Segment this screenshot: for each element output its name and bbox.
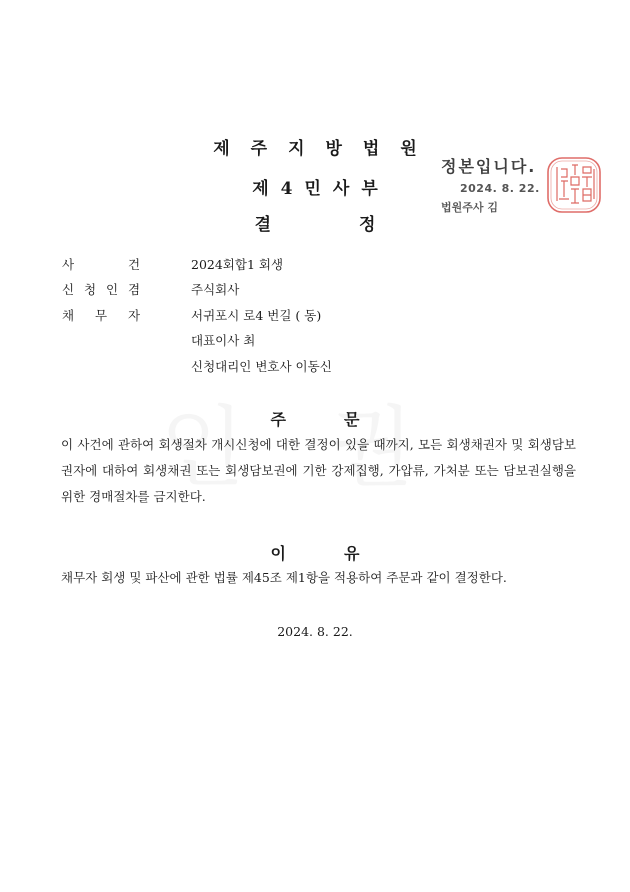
title-char-2: 정 (359, 215, 376, 235)
debtor-address: 서귀포시 로4 번길 ( 동) (191, 308, 322, 323)
order-heading-char-2: 문 (344, 410, 360, 429)
department-name: 제4민사부 (252, 179, 390, 199)
reason-text: 채무자 회생 및 파산에 관한 법률 제45조 제1항을 적용하여 주문과 같이 결정한다. (61, 570, 507, 585)
reason-heading (0, 541, 630, 564)
applicant-label-char-4: 겸 (128, 282, 141, 297)
court-seal-icon (545, 155, 603, 215)
reason-heading-char-2: 유 (344, 544, 360, 563)
debtor-label-char-1: 채 (62, 308, 75, 323)
document-title (0, 210, 630, 235)
court-clerk: 법원주사 김 (441, 201, 498, 214)
decision-date: 2024. 8. 22. (277, 624, 353, 639)
certified-copy-text: 정본입니다. (441, 157, 537, 176)
case-label-char-2: 건 (128, 257, 141, 272)
applicant-label-char-2: 청 (84, 282, 97, 297)
order-heading (0, 407, 630, 430)
order-text: 이 사건에 관하여 회생절차 개시신청에 대한 결정이 있을 때까지, 모든 회생채권자 및 회생담보권자에 대하여 회생채권 또는 회생담보권에 기한 강제집행, 가압류, 가처분 또는 담보권실행을 위한 경매절차를 금지한다. (61, 437, 576, 504)
applicant-label-char-1: 신 (62, 282, 75, 297)
debtor-representative: 대표이사 최 (191, 333, 256, 348)
order-heading-char-1: 주 (270, 410, 286, 429)
case-label-char-1: 사 (62, 257, 75, 272)
applicant-company: 주식회사 (191, 282, 240, 297)
reason-heading-char-1: 이 (270, 544, 286, 563)
debtor-agent: 신청대리인 변호사 이동신 (191, 359, 332, 374)
debtor-label-char-3: 자 (128, 308, 141, 323)
title-char-1: 결 (254, 215, 271, 235)
court-name: 제주지방법원 (213, 139, 438, 159)
debtor-label-char-2: 무 (95, 308, 108, 323)
case-number: 2024회합1 회생 (191, 257, 284, 272)
applicant-label-char-3: 인 (106, 282, 119, 297)
certified-date: 2024. 8. 22. (460, 182, 540, 195)
